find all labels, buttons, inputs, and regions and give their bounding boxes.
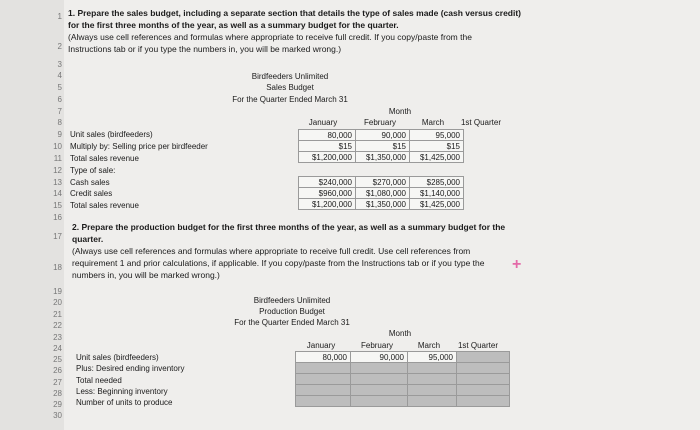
row-number[interactable]: 7 — [57, 107, 62, 116]
row-number[interactable]: 27 — [53, 378, 62, 387]
instruction-part1-line3: (Always use cell references and formulas where appropriate to receive full credit. If you copy/paste from the — [68, 32, 472, 42]
production-col-january: January — [306, 341, 336, 350]
table-row — [299, 199, 464, 210]
cell[interactable]: $1,350,000 — [356, 199, 410, 210]
cell[interactable] — [408, 385, 457, 396]
row-number[interactable]: 28 — [53, 389, 62, 398]
row-number[interactable]: 11 — [53, 154, 62, 163]
cell[interactable] — [457, 385, 510, 396]
row-number[interactable]: 5 — [57, 83, 62, 92]
sales-row-label[interactable]: Cash sales — [70, 178, 110, 187]
production-col-quarter: 1st Quarter — [457, 341, 498, 350]
row-number[interactable]: 3 — [57, 60, 62, 69]
production-row-label[interactable]: Total needed — [76, 376, 122, 385]
cell[interactable] — [457, 396, 510, 407]
production-col-february: February — [360, 341, 393, 350]
cell[interactable]: $270,000 — [356, 177, 410, 188]
sales-company-name: Birdfeeders Unlimited — [251, 72, 329, 81]
cell[interactable]: $285,000 — [410, 177, 464, 188]
cell[interactable] — [351, 363, 408, 374]
cell[interactable]: $1,080,000 — [356, 188, 410, 199]
production-col-march: March — [417, 341, 441, 350]
cell[interactable]: 80,000 — [296, 352, 351, 363]
row-number[interactable]: 23 — [53, 333, 62, 342]
type-of-sale-header[interactable]: Type of sale: — [70, 166, 116, 175]
cell[interactable] — [351, 396, 408, 407]
instruction-part2-line4: requirement 1 and prior calculations, if applicable. If you copy/paste from the Instructions tab or if you type the — [72, 258, 485, 268]
instruction-part2-line3: (Always use cell references and formulas where appropriate to receive full credit. Use cell references from — [72, 246, 471, 256]
row-number[interactable]: 19 — [53, 287, 62, 296]
row-number[interactable]: 14 — [53, 189, 62, 198]
cursor-plus-icon: + — [512, 256, 522, 273]
sales-row-label[interactable]: Credit sales — [70, 189, 113, 198]
row-number[interactable]: 12 — [53, 166, 62, 175]
cell[interactable] — [296, 385, 351, 396]
cell[interactable] — [296, 396, 351, 407]
instruction-part1-line2: for the first three months of the year, as well as a summary budget for the quarter. — [68, 20, 399, 30]
instruction-part2-line5: numbers in, you will be marked wrong.) — [72, 270, 220, 280]
row-number[interactable]: 2 — [57, 42, 62, 51]
table-row — [299, 152, 464, 163]
cell[interactable]: 90,000 — [356, 130, 410, 141]
cell[interactable]: 90,000 — [351, 352, 408, 363]
table-row — [299, 130, 464, 141]
production-row-label[interactable]: Unit sales (birdfeeders) — [76, 353, 159, 362]
row-number[interactable]: 16 — [53, 213, 62, 222]
instruction-part2-line2: quarter. — [72, 234, 104, 244]
cell[interactable] — [408, 374, 457, 385]
row-number[interactable]: 24 — [53, 344, 62, 353]
type-of-sale-table — [298, 176, 464, 210]
production-row-label[interactable]: Less: Beginning inventory — [76, 387, 168, 396]
cell[interactable] — [408, 396, 457, 407]
row-number[interactable]: 1 — [57, 12, 62, 21]
cell[interactable]: 95,000 — [410, 130, 464, 141]
sales-row-label[interactable]: Total sales revenue — [70, 201, 139, 210]
cell[interactable]: $15 — [356, 141, 410, 152]
cell[interactable]: $240,000 — [299, 177, 356, 188]
cell[interactable] — [457, 352, 510, 363]
row-number[interactable]: 9 — [57, 130, 62, 139]
sales-budget-title: Sales Budget — [266, 83, 314, 92]
sales-month-header: Month — [388, 107, 412, 116]
sales-col-march: March — [421, 118, 445, 127]
production-month-header: Month — [388, 329, 412, 338]
cell[interactable]: $1,425,000 — [410, 152, 464, 163]
cell[interactable] — [296, 374, 351, 385]
row-number[interactable]: 18 — [53, 263, 62, 272]
row-number[interactable]: 21 — [53, 310, 62, 319]
row-number[interactable]: 15 — [53, 201, 62, 210]
sales-row-label[interactable]: Unit sales (birdfeeders) — [70, 130, 153, 139]
cell[interactable]: $15 — [410, 141, 464, 152]
cell[interactable]: 95,000 — [408, 352, 457, 363]
row-number[interactable]: 10 — [53, 142, 62, 151]
cell[interactable]: $15 — [299, 141, 356, 152]
sales-col-quarter: 1st Quarter — [460, 118, 501, 127]
row-number[interactable]: 17 — [53, 232, 62, 241]
production-budget-period: For the Quarter Ended March 31 — [234, 318, 350, 327]
cell[interactable]: $1,140,000 — [410, 188, 464, 199]
cell[interactable]: $960,000 — [299, 188, 356, 199]
cell[interactable] — [457, 363, 510, 374]
row-number[interactable]: 22 — [53, 321, 62, 330]
row-number[interactable]: 13 — [53, 178, 62, 187]
instruction-part2-line1: 2. Prepare the production budget for the first three months of the year, as well as a summary budget for the — [72, 222, 506, 232]
table-row — [296, 352, 510, 363]
sales-row-label[interactable]: Total sales revenue — [70, 154, 139, 163]
instruction-part1-line4: Instructions tab or if you type the numbers in, you will be marked wrong.) — [68, 44, 342, 54]
row-number[interactable]: 8 — [57, 118, 62, 127]
table-row — [296, 396, 510, 407]
table-row — [299, 188, 464, 199]
cell[interactable]: $1,200,000 — [299, 152, 356, 163]
sales-row-label[interactable]: Multiply by: Selling price per birdfeeder — [70, 142, 208, 151]
cell[interactable] — [351, 385, 408, 396]
table-row — [296, 374, 510, 385]
production-company-name: Birdfeeders Unlimited — [253, 296, 331, 305]
row-number[interactable]: 6 — [57, 95, 62, 104]
row-number[interactable]: 30 — [53, 411, 62, 420]
production-row-label[interactable]: Number of units to produce — [76, 398, 173, 407]
row-number[interactable]: 4 — [57, 71, 62, 80]
cell[interactable]: $1,200,000 — [299, 199, 356, 210]
cell[interactable] — [296, 363, 351, 374]
sales-budget-table — [298, 129, 464, 163]
row-number[interactable]: 20 — [53, 298, 62, 307]
production-budget-table — [295, 351, 510, 407]
sales-budget-period: For the Quarter Ended March 31 — [232, 95, 348, 104]
cell[interactable]: 80,000 — [299, 130, 356, 141]
table-row — [296, 385, 510, 396]
table-row — [299, 177, 464, 188]
instruction-part1-line1: 1. Prepare the sales budget, including a separate section that details the type of sales made (cash versus credit) — [68, 8, 522, 18]
cell[interactable] — [408, 363, 457, 374]
cell[interactable]: $1,350,000 — [356, 152, 410, 163]
production-budget-title: Production Budget — [259, 307, 325, 316]
sales-col-january: January — [308, 118, 338, 127]
row-number[interactable]: 26 — [53, 366, 62, 375]
table-row — [299, 141, 464, 152]
row-number[interactable]: 25 — [53, 355, 62, 364]
cell[interactable] — [457, 374, 510, 385]
row-number[interactable]: 29 — [53, 400, 62, 409]
cell[interactable]: $1,425,000 — [410, 199, 464, 210]
table-row — [296, 363, 510, 374]
sales-col-february: February — [363, 118, 396, 127]
production-row-label[interactable]: Plus: Desired ending inventory — [76, 364, 185, 373]
cell[interactable] — [351, 374, 408, 385]
